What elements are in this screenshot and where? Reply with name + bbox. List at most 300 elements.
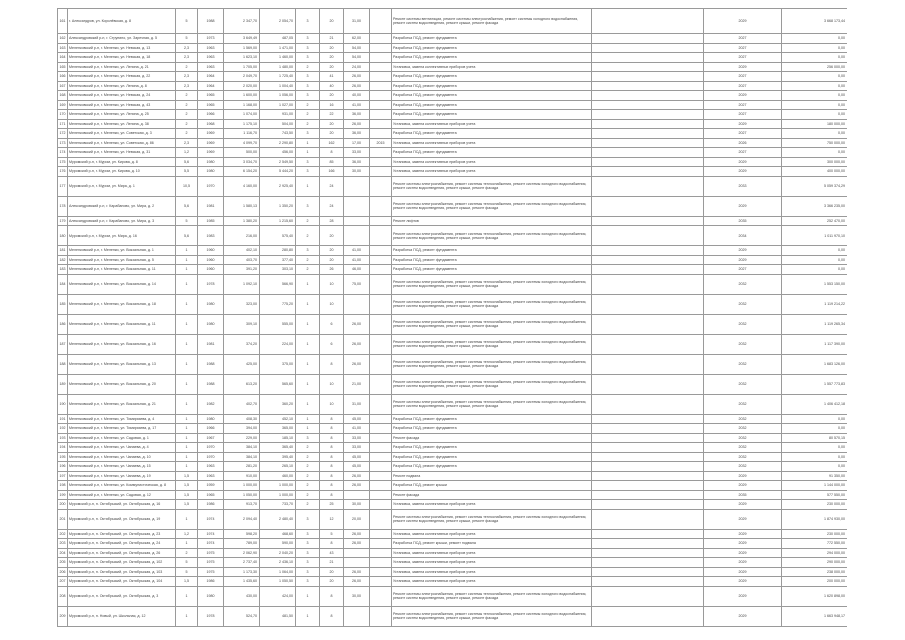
cell-works-list: Разработка ПСД, ремонт фундамента bbox=[392, 443, 592, 453]
cell-entrances: 3 bbox=[296, 9, 320, 34]
cell-wear-percent bbox=[344, 294, 370, 314]
cell-plan-year: 2027 bbox=[704, 72, 782, 82]
cell-build-year: 1965 bbox=[198, 91, 224, 101]
cell-living-area: 1 480,00 bbox=[260, 62, 296, 72]
cell-build-year: 1973 bbox=[198, 34, 224, 44]
cell-living-area: 424,00 bbox=[260, 586, 296, 606]
cell-residents: 10 bbox=[320, 374, 344, 394]
cell-total-area: 408,30 bbox=[224, 414, 260, 424]
cell-total-area: 524,70 bbox=[224, 606, 260, 626]
cell-cost: 1 683 126,00 bbox=[782, 354, 848, 374]
cell-entrances: 1 bbox=[296, 314, 320, 334]
cell-wear-percent: 17,00 bbox=[344, 138, 370, 148]
cell-plan-year: 2032 bbox=[704, 374, 782, 394]
cell-build-year: 1980 bbox=[198, 314, 224, 334]
cell-entrances: 1 bbox=[296, 586, 320, 606]
cell-blank bbox=[592, 314, 704, 334]
cell-last-repair-year bbox=[370, 577, 392, 587]
cell-cost: 252 470,00 bbox=[782, 216, 848, 226]
cell-floors: 1 bbox=[176, 443, 198, 453]
cell-build-year: 1963 bbox=[198, 462, 224, 472]
table-row bbox=[58, 471, 848, 481]
cell-plan-year: 2033 bbox=[704, 176, 782, 196]
cell-cost: 0,00 bbox=[782, 452, 848, 462]
cell-floors: 1,5 bbox=[176, 577, 198, 587]
cell-blank bbox=[592, 138, 704, 148]
cell-blank bbox=[592, 452, 704, 462]
cell-entrances: 2 bbox=[296, 62, 320, 72]
cell-cost: 750 000,00 bbox=[782, 138, 848, 148]
cell-plan-year: 2029 bbox=[704, 509, 782, 529]
table-row bbox=[58, 119, 848, 129]
cell-residents: 25 bbox=[320, 500, 344, 510]
cell-row-number: 171 bbox=[58, 119, 68, 129]
table-row bbox=[58, 34, 848, 44]
cell-entrances: 3 bbox=[296, 577, 320, 587]
cell-last-repair-year bbox=[370, 394, 392, 414]
cell-living-area: 224,00 bbox=[260, 334, 296, 354]
cell-residents: 20 bbox=[320, 119, 344, 129]
cell-build-year: 1960 bbox=[198, 265, 224, 275]
cell-wear-percent: 24,00 bbox=[344, 62, 370, 72]
cell-cost: 294 000,00 bbox=[782, 548, 848, 558]
cell-total-area: 2 062,90 bbox=[224, 548, 260, 558]
cell-living-area: 487,05 bbox=[260, 34, 296, 44]
cell-blank bbox=[592, 110, 704, 120]
cell-address: Меленковский р-н, г. Меленки, ул. Чапаева, д. 10 bbox=[68, 452, 176, 462]
cell-works-list: Разработка ПСД, ремонт фундамента bbox=[392, 129, 592, 139]
cell-living-area: 566,90 bbox=[260, 274, 296, 294]
cell-entrances: 2 bbox=[296, 255, 320, 265]
table-row bbox=[58, 246, 848, 256]
cell-build-year: 1980 bbox=[198, 294, 224, 314]
cell-last-repair-year bbox=[370, 148, 392, 158]
cell-build-year: 1975 bbox=[198, 548, 224, 558]
cell-address: Меленковский р-н, г. Меленки, ул. Невская, д. 31 bbox=[68, 148, 176, 158]
cell-address: Меленковский р-н, г. Меленки, ул. Ленина, д. 38 bbox=[68, 119, 176, 129]
cell-last-repair-year bbox=[370, 9, 392, 34]
cell-row-number: 184 bbox=[58, 274, 68, 294]
cell-cost: 3 366 235,00 bbox=[782, 196, 848, 216]
cell-works-list: Разработка ПСД, ремонт фундамента bbox=[392, 148, 592, 158]
cell-works-list: Ремонт системы электроснабжения, ремонт системы теплоснабжения, ремонт системы холодного водоснабжения, ремонт систем водоотведения, ремонт крыши, ремонт фасада bbox=[392, 586, 592, 606]
cell-blank bbox=[592, 539, 704, 549]
cell-plan-year: 2032 bbox=[704, 462, 782, 472]
cell-total-area: 910,00 bbox=[224, 471, 260, 481]
table-row bbox=[58, 138, 848, 148]
cell-row-number: 209 bbox=[58, 606, 68, 626]
cell-blank bbox=[592, 43, 704, 53]
cell-blank bbox=[592, 265, 704, 275]
cell-address: Муромский р-н, г. Муром, ул. Кирова, д. 10 bbox=[68, 167, 176, 177]
cell-floors: 1 bbox=[176, 294, 198, 314]
cell-blank bbox=[592, 246, 704, 256]
table-row bbox=[58, 586, 848, 606]
cell-living-area: 2 436,10 bbox=[260, 558, 296, 568]
cell-total-area: 598,20 bbox=[224, 529, 260, 539]
cell-wear-percent: 62,00 bbox=[344, 34, 370, 44]
cell-works-list: Разработка ПСД, ремонт фундамента bbox=[392, 100, 592, 110]
cell-total-area: 1 600,00 bbox=[224, 91, 260, 101]
cell-wear-percent bbox=[344, 176, 370, 196]
cell-floors: 2 bbox=[176, 62, 198, 72]
cell-blank bbox=[592, 558, 704, 568]
cell-residents: 20 bbox=[320, 567, 344, 577]
cell-build-year: 1965 bbox=[198, 490, 224, 500]
table-row bbox=[58, 167, 848, 177]
cell-wear-percent: 54,00 bbox=[344, 43, 370, 53]
cell-row-number: 192 bbox=[58, 424, 68, 434]
cell-works-list: Ремонт фасада bbox=[392, 433, 592, 443]
cell-cost: 5 059 374,29 bbox=[782, 176, 848, 196]
cell-residents: 6 bbox=[320, 314, 344, 334]
cell-plan-year: 2032 bbox=[704, 443, 782, 453]
cell-residents: 8 bbox=[320, 471, 344, 481]
cell-total-area: 1 074,00 bbox=[224, 110, 260, 120]
cell-blank bbox=[592, 462, 704, 472]
cell-cost: 1 553 150,00 bbox=[782, 274, 848, 294]
cell-last-repair-year bbox=[370, 443, 392, 453]
cell-plan-year: 2032 bbox=[704, 452, 782, 462]
cell-floors: 1 bbox=[176, 414, 198, 424]
cell-address: Меленковский р-н, г. Меленки, ул. Вокзальная, д. 21 bbox=[68, 394, 176, 414]
cell-entrances: 3 bbox=[296, 43, 320, 53]
cell-plan-year: 2029 bbox=[704, 246, 782, 256]
cell-address: Меленковский р-н, г. Меленки, ул. Коммунистическая, д. 8 bbox=[68, 481, 176, 491]
cell-wear-percent: 41,00 bbox=[344, 100, 370, 110]
cell-plan-year: 2029 bbox=[704, 558, 782, 568]
cell-total-area: 4 099,70 bbox=[224, 138, 260, 148]
cell-floors: 1 bbox=[176, 255, 198, 265]
cell-build-year: 1981 bbox=[198, 334, 224, 354]
cell-blank bbox=[592, 294, 704, 314]
cell-floors: 5,5 bbox=[176, 167, 198, 177]
cell-row-number: 180 bbox=[58, 226, 68, 246]
cell-cost: 0,00 bbox=[782, 91, 848, 101]
cell-last-repair-year bbox=[370, 157, 392, 167]
cell-last-repair-year bbox=[370, 216, 392, 226]
cell-row-number: 194 bbox=[58, 443, 68, 453]
cell-floors: 1 bbox=[176, 586, 198, 606]
cell-entrances: 2 bbox=[296, 452, 320, 462]
cell-cost: 256 000,00 bbox=[782, 62, 848, 72]
cell-blank bbox=[592, 255, 704, 265]
cell-row-number: 203 bbox=[58, 539, 68, 549]
cell-blank bbox=[592, 9, 704, 34]
cell-row-number: 205 bbox=[58, 558, 68, 568]
cell-entrances: 2 bbox=[296, 481, 320, 491]
cell-living-area: 1 460,00 bbox=[260, 53, 296, 63]
cell-wear-percent: 26,00 bbox=[344, 481, 370, 491]
cell-cost: 0,00 bbox=[782, 43, 848, 53]
cell-residents: 20 bbox=[320, 255, 344, 265]
cell-wear-percent bbox=[344, 548, 370, 558]
cell-residents: 40 bbox=[320, 81, 344, 91]
cell-wear-percent: 26,00 bbox=[344, 577, 370, 587]
cell-build-year: 1966 bbox=[198, 424, 224, 434]
cell-plan-year: 2035 bbox=[704, 216, 782, 226]
cell-blank bbox=[592, 500, 704, 510]
cell-last-repair-year bbox=[370, 176, 392, 196]
cell-row-number: 182 bbox=[58, 255, 68, 265]
cell-last-repair-year bbox=[370, 43, 392, 53]
cell-entrances: 3 bbox=[296, 246, 320, 256]
cell-works-list: Установка, замена коллективных приборов учета bbox=[392, 62, 592, 72]
cell-residents: 85 bbox=[320, 157, 344, 167]
cell-row-number: 162 bbox=[58, 34, 68, 44]
cell-total-area: 4 160,00 bbox=[224, 176, 260, 196]
cell-wear-percent: 46,00 bbox=[344, 265, 370, 275]
cell-residents: 5 bbox=[320, 529, 344, 539]
cell-cost: 0,00 bbox=[782, 246, 848, 256]
cell-address: Меленковский р-н, г. Меленки, ул. Невская, д. 22 bbox=[68, 72, 176, 82]
cell-row-number: 197 bbox=[58, 471, 68, 481]
cell-blank bbox=[592, 481, 704, 491]
cell-address: Меленковский р-н, г. Меленки, ул. Чапаева, д. 4 bbox=[68, 443, 176, 453]
cell-works-list: Разработка ПСД, ремонт крыши bbox=[392, 481, 592, 491]
cell-floors: 2 bbox=[176, 110, 198, 120]
table-row bbox=[58, 72, 848, 82]
cell-blank bbox=[592, 100, 704, 110]
cell-cost: 1 663 948,17 bbox=[782, 606, 848, 626]
table-row bbox=[58, 433, 848, 443]
cell-living-area: 2 549,50 bbox=[260, 157, 296, 167]
cell-residents: 8 bbox=[320, 443, 344, 453]
cell-build-year: 1966 bbox=[198, 110, 224, 120]
cell-build-year: 1960 bbox=[198, 255, 224, 265]
cell-row-number: 188 bbox=[58, 354, 68, 374]
cell-total-area: 1 380,20 bbox=[224, 216, 260, 226]
cell-plan-year: 2027 bbox=[704, 43, 782, 53]
cell-wear-percent bbox=[344, 490, 370, 500]
cell-wear-percent: 33,00 bbox=[344, 443, 370, 453]
cell-last-repair-year: 2015 bbox=[370, 138, 392, 148]
cell-row-number: 176 bbox=[58, 167, 68, 177]
cell-living-area: 1 027,00 bbox=[260, 100, 296, 110]
cell-last-repair-year bbox=[370, 255, 392, 265]
cell-works-list: Ремонт системы электроснабжения, ремонт системы теплоснабжения, ремонт системы холодного водоснабжения, ремонт систем водоотведения, ремонт крыши, ремонт фасада bbox=[392, 294, 592, 314]
cell-wear-percent: 36,00 bbox=[344, 129, 370, 139]
table-row bbox=[58, 9, 848, 34]
cell-works-list: Установка, замена коллективных приборов учета bbox=[392, 558, 592, 568]
cell-plan-year: 2029 bbox=[704, 548, 782, 558]
cell-living-area: 185,10 bbox=[260, 433, 296, 443]
cell-entrances: 3 bbox=[296, 167, 320, 177]
cell-row-number: 186 bbox=[58, 314, 68, 334]
cell-residents: 10 bbox=[320, 294, 344, 314]
cell-build-year: 1963 bbox=[198, 43, 224, 53]
cell-entrances: 2 bbox=[296, 500, 320, 510]
cell-address: Меленковский р-н, г. Меленки, ул. Вокзальная, д. 11 bbox=[68, 314, 176, 334]
cell-row-number: 193 bbox=[58, 433, 68, 443]
cell-cost: 577 550,00 bbox=[782, 490, 848, 500]
cell-residents: 20 bbox=[320, 62, 344, 72]
cell-plan-year: 2032 bbox=[704, 334, 782, 354]
cell-cost: 772 550,00 bbox=[782, 539, 848, 549]
cell-total-area: 309,10 bbox=[224, 314, 260, 334]
cell-residents: 8 bbox=[320, 424, 344, 434]
cell-wear-percent: 26,00 bbox=[344, 81, 370, 91]
cell-living-area: 360,20 bbox=[260, 394, 296, 414]
cell-row-number: 207 bbox=[58, 577, 68, 587]
cell-row-number: 173 bbox=[58, 138, 68, 148]
cell-living-area: 1 056,00 bbox=[260, 91, 296, 101]
cell-blank bbox=[592, 577, 704, 587]
cell-last-repair-year bbox=[370, 558, 392, 568]
cell-floors: 5 bbox=[176, 9, 198, 34]
cell-build-year: 1959 bbox=[198, 481, 224, 491]
cell-build-year: 1963 bbox=[198, 62, 224, 72]
cell-last-repair-year bbox=[370, 196, 392, 216]
cell-plan-year: 2029 bbox=[704, 471, 782, 481]
cell-last-repair-year bbox=[370, 500, 392, 510]
cell-living-area: 1 725,40 bbox=[260, 72, 296, 82]
cell-row-number: 208 bbox=[58, 586, 68, 606]
cell-floors: 1,2 bbox=[176, 529, 198, 539]
cell-residents: 8 bbox=[320, 414, 344, 424]
cell-address: Меленковский р-н, г. Меленки, ул. Ленина, д. 25 bbox=[68, 110, 176, 120]
housing-repair-table bbox=[57, 8, 847, 627]
cell-last-repair-year bbox=[370, 110, 392, 120]
cell-last-repair-year bbox=[370, 424, 392, 434]
cell-last-repair-year bbox=[370, 119, 392, 129]
cell-plan-year: 2029 bbox=[704, 500, 782, 510]
cell-residents: 16 bbox=[320, 100, 344, 110]
cell-wear-percent: 36,00 bbox=[344, 157, 370, 167]
cell-living-area: 1 471,00 bbox=[260, 43, 296, 53]
cell-residents: 20 bbox=[320, 91, 344, 101]
cell-address: Муромский р-н, п. Октябрьский, ул. Октябрьская, д. 19 bbox=[68, 509, 176, 529]
cell-total-area: 216,00 bbox=[224, 226, 260, 246]
cell-last-repair-year bbox=[370, 81, 392, 91]
cell-address: Александровский р-н, г. Струнино, ул. Заречная, д. 5 bbox=[68, 34, 176, 44]
cell-plan-year: 2029 bbox=[704, 577, 782, 587]
cell-build-year: 1985 bbox=[198, 216, 224, 226]
cell-row-number: 198 bbox=[58, 481, 68, 491]
cell-total-area: 394,00 bbox=[224, 424, 260, 434]
cell-entrances: 2 bbox=[296, 110, 320, 120]
table-row bbox=[58, 100, 848, 110]
cell-entrances: 1 bbox=[296, 606, 320, 626]
cell-plan-year: 2032 bbox=[704, 424, 782, 434]
cell-living-area: 733,70 bbox=[260, 500, 296, 510]
cell-last-repair-year bbox=[370, 509, 392, 529]
cell-row-number: 172 bbox=[58, 129, 68, 139]
cell-plan-year: 2029 bbox=[704, 529, 782, 539]
cell-wear-percent: 26,00 bbox=[344, 314, 370, 334]
cell-entrances: 2 bbox=[296, 490, 320, 500]
cell-build-year: 1960 bbox=[198, 246, 224, 256]
table-row bbox=[58, 129, 848, 139]
cell-plan-year: 2029 bbox=[704, 255, 782, 265]
cell-wear-percent: 31,00 bbox=[344, 9, 370, 34]
cell-total-area: 3 649,49 bbox=[224, 34, 260, 44]
cell-residents: 10 bbox=[320, 394, 344, 414]
cell-residents: 20 bbox=[320, 246, 344, 256]
cell-plan-year: 2029 bbox=[704, 481, 782, 491]
cell-row-number: 195 bbox=[58, 452, 68, 462]
cell-last-repair-year bbox=[370, 529, 392, 539]
cell-plan-year: 2032 bbox=[704, 433, 782, 443]
cell-floors: 2,3 bbox=[176, 53, 198, 63]
cell-wear-percent: 40,00 bbox=[344, 91, 370, 101]
cell-wear-percent: 45,00 bbox=[344, 414, 370, 424]
cell-address: Меленковский р-н, г. Меленки, ул. Советская, д. 86 bbox=[68, 138, 176, 148]
cell-floors: 1 bbox=[176, 354, 198, 374]
cell-build-year: 1980 bbox=[198, 414, 224, 424]
table-row bbox=[58, 148, 848, 158]
cell-residents: 8 bbox=[320, 462, 344, 472]
cell-floors: 2,3 bbox=[176, 138, 198, 148]
cell-cost: 180 000,00 bbox=[782, 119, 848, 129]
cell-entrances: 3 bbox=[296, 157, 320, 167]
cell-entrances: 1 bbox=[296, 138, 320, 148]
cell-wear-percent bbox=[344, 196, 370, 216]
cell-total-area: 425,00 bbox=[224, 354, 260, 374]
cell-plan-year: 2032 bbox=[704, 414, 782, 424]
cell-entrances: 3 bbox=[296, 196, 320, 216]
cell-residents: 22 bbox=[320, 110, 344, 120]
cell-cost: 0,00 bbox=[782, 72, 848, 82]
cell-entrances: 1 bbox=[296, 374, 320, 394]
cell-living-area: 452,10 bbox=[260, 414, 296, 424]
cell-blank bbox=[592, 148, 704, 158]
cell-cost: 1 406 412,18 bbox=[782, 394, 848, 414]
cell-entrances: 1 bbox=[296, 414, 320, 424]
cell-cost: 200 000,00 bbox=[782, 577, 848, 587]
cell-row-number: 202 bbox=[58, 529, 68, 539]
cell-last-repair-year bbox=[370, 274, 392, 294]
cell-entrances: 3 bbox=[296, 81, 320, 91]
cell-living-area: 5 444,20 bbox=[260, 167, 296, 177]
cell-entrances: 1 bbox=[296, 354, 320, 374]
table-row bbox=[58, 374, 848, 394]
cell-row-number: 191 bbox=[58, 414, 68, 424]
table-row bbox=[58, 43, 848, 53]
cell-address: Александровский р-н, г. Карабаново, ул. Мира, д. 3 bbox=[68, 216, 176, 226]
cell-works-list: Разработка ПСД, ремонт фундамента bbox=[392, 265, 592, 275]
cell-last-repair-year bbox=[370, 586, 392, 606]
cell-build-year: 1970 bbox=[198, 443, 224, 453]
cell-living-area: 365,00 bbox=[260, 424, 296, 434]
cell-build-year: 1969 bbox=[198, 148, 224, 158]
cell-address: Меленковский р-н, г. Меленки, ул. Тимирязева, д. 17 bbox=[68, 424, 176, 434]
cell-wear-percent: 26,00 bbox=[344, 354, 370, 374]
table-body bbox=[58, 9, 848, 627]
cell-total-area: 500,00 bbox=[224, 148, 260, 158]
cell-residents: 8 bbox=[320, 148, 344, 158]
table-row bbox=[58, 157, 848, 167]
cell-residents: 28 bbox=[320, 216, 344, 226]
cell-plan-year: 2027 bbox=[704, 34, 782, 44]
cell-residents: 20 bbox=[320, 129, 344, 139]
cell-works-list: Ремонт системы электроснабжения, ремонт системы теплоснабжения, ремонт системы холодного водоснабжения, ремонт систем водоотведения, ремонт крыши, ремонт фасада bbox=[392, 394, 592, 414]
cell-blank bbox=[592, 443, 704, 453]
cell-blank bbox=[592, 433, 704, 443]
cell-floors: 1,2 bbox=[176, 148, 198, 158]
cell-wear-percent: 54,00 bbox=[344, 53, 370, 63]
table-row bbox=[58, 529, 848, 539]
cell-build-year: 1986 bbox=[198, 500, 224, 510]
cell-residents: 6 bbox=[320, 334, 344, 354]
cell-row-number: 179 bbox=[58, 216, 68, 226]
cell-works-list: Разработка ПСД, ремонт фундамента bbox=[392, 34, 592, 44]
table-row bbox=[58, 500, 848, 510]
cell-works-list: Ремонт системы электроснабжения, ремонт системы теплоснабжения, ремонт системы холодного водоснабжения, ремонт систем водоотведения, ремонт крыши, ремонт фасада bbox=[392, 354, 592, 374]
cell-build-year: 1983 bbox=[198, 226, 224, 246]
cell-address: Муромский р-н, п. Октябрьский, ул. Октябрьская, д. 23 bbox=[68, 529, 176, 539]
cell-residents: 8 bbox=[320, 481, 344, 491]
